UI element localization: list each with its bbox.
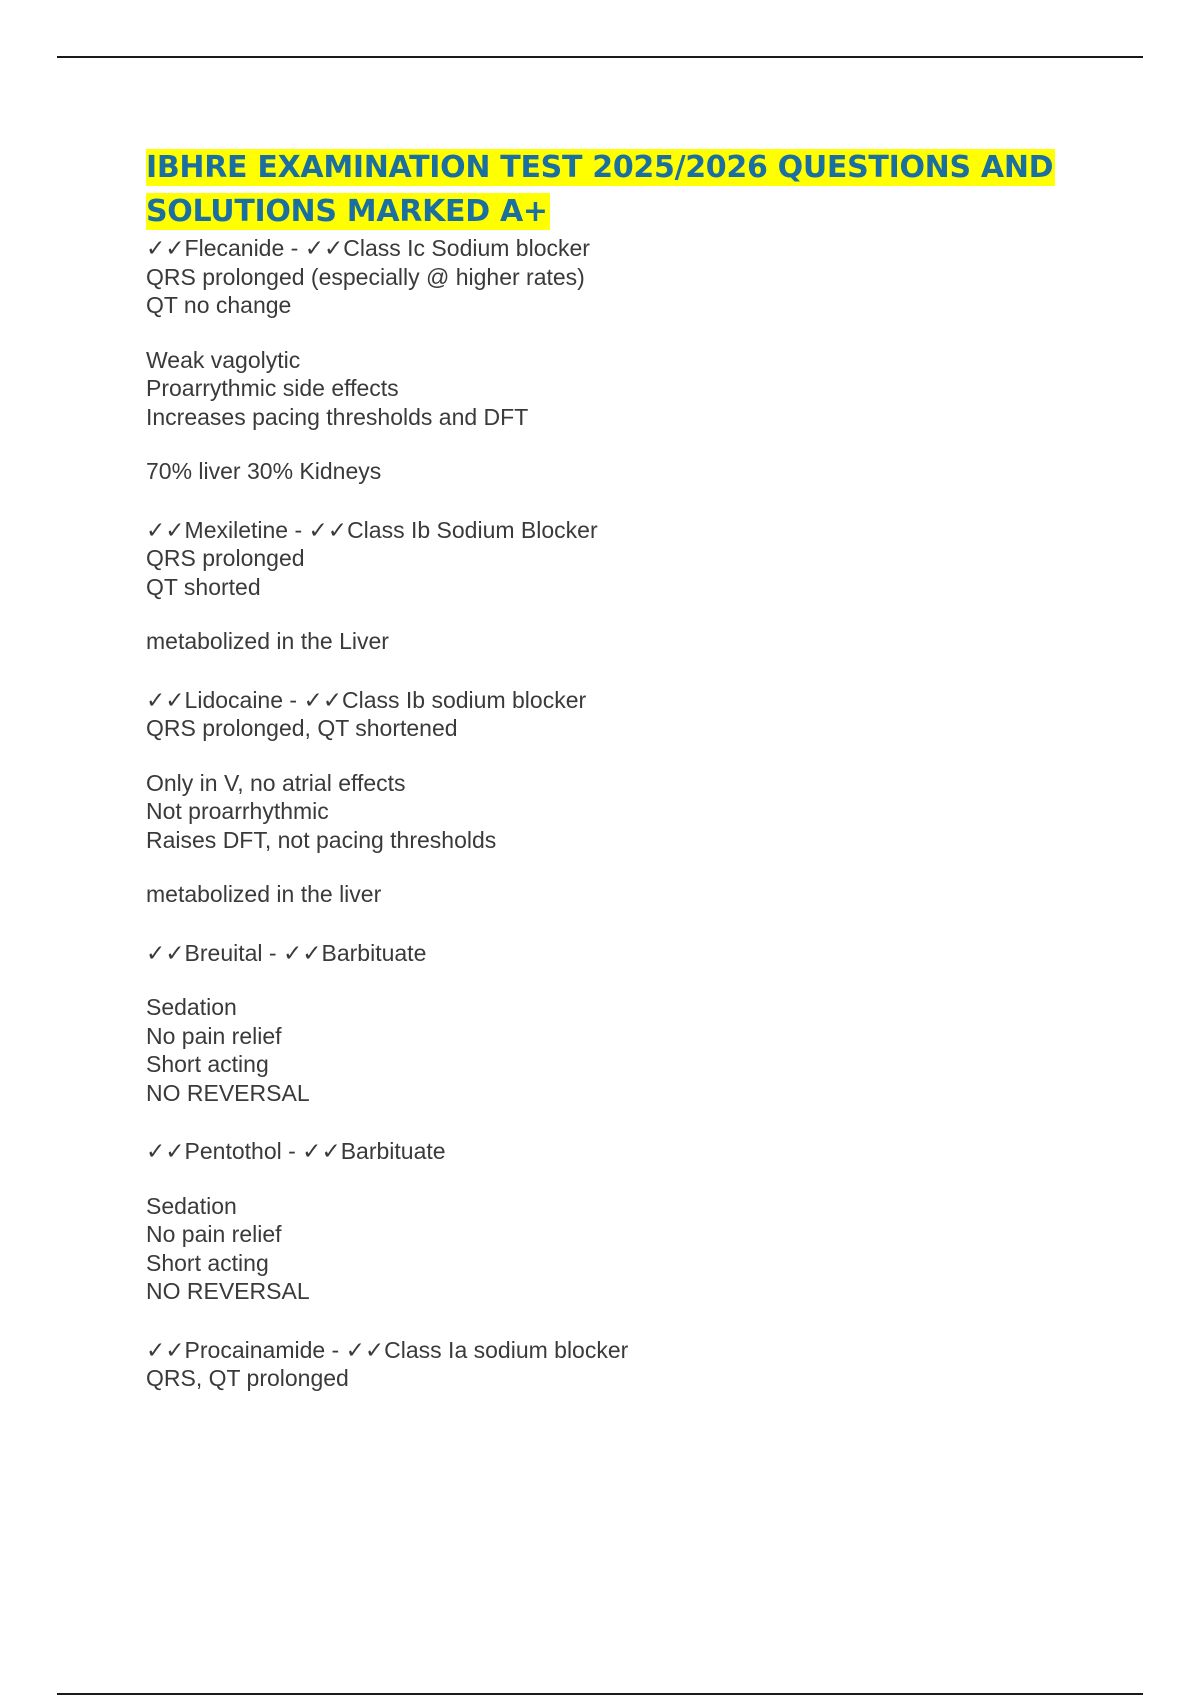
entry-heading: ✓✓Flecanide - ✓✓Class Ic Sodium blocker [146,235,590,261]
page-top-rule [57,56,1143,58]
entry-text: metabolized in the Liver [146,628,389,654]
document-body [146,146,1086,1393]
entry-text: Sedation No pain relief Short acting NO REVERSAL [146,1192,310,1304]
entry-heading: ✓✓Pentothol - ✓✓Barbituate [146,1138,446,1164]
document-title: IBHRE EXAMINATION TEST 2025/2026 QUESTIONS AND SOLUTIONS MARKED A+ [146,150,1054,229]
entry-text: Sedation No pain relief Short acting NO REVERSAL [146,994,310,1106]
entry-text: Weak vagolytic Proarrythmic side effects Increases pacing thresholds and DFT [146,346,529,430]
entry-text: metabolized in the liver [146,881,382,907]
entry-text: QRS prolonged, QT shortened [146,715,458,741]
page-bottom-rule [57,1693,1143,1695]
entry-heading: ✓✓Breuital - ✓✓Barbituate [146,939,427,966]
entry-mexiletine [146,516,1086,656]
entry-breuital [146,939,1086,1108]
entry-pentothol [146,1137,1086,1306]
entry-text: QRS, QT prolonged [146,1365,349,1391]
entry-heading: ✓✓Lidocaine - ✓✓Class Ib sodium blocker [146,686,587,713]
entry-flecanide [146,234,1086,486]
entry-lidocaine [146,686,1086,909]
entry-procainamide [146,1336,1086,1393]
entry-text: Only in V, no atrial effects Not proarrhythmic Raises DFT, not pacing thresholds [146,769,497,853]
entry-text: QRS prolonged (especially @ higher rates) QT no change [146,263,585,318]
entry-text: QRS prolonged QT shorted [146,545,305,600]
entry-text: 70% liver 30% Kidneys [146,458,382,484]
entry-heading: ✓✓Procainamide - ✓✓Class Ia sodium blocker [146,1336,629,1363]
entry-heading: ✓✓Mexiletine - ✓✓Class Ib Sodium Blocker [146,516,598,543]
